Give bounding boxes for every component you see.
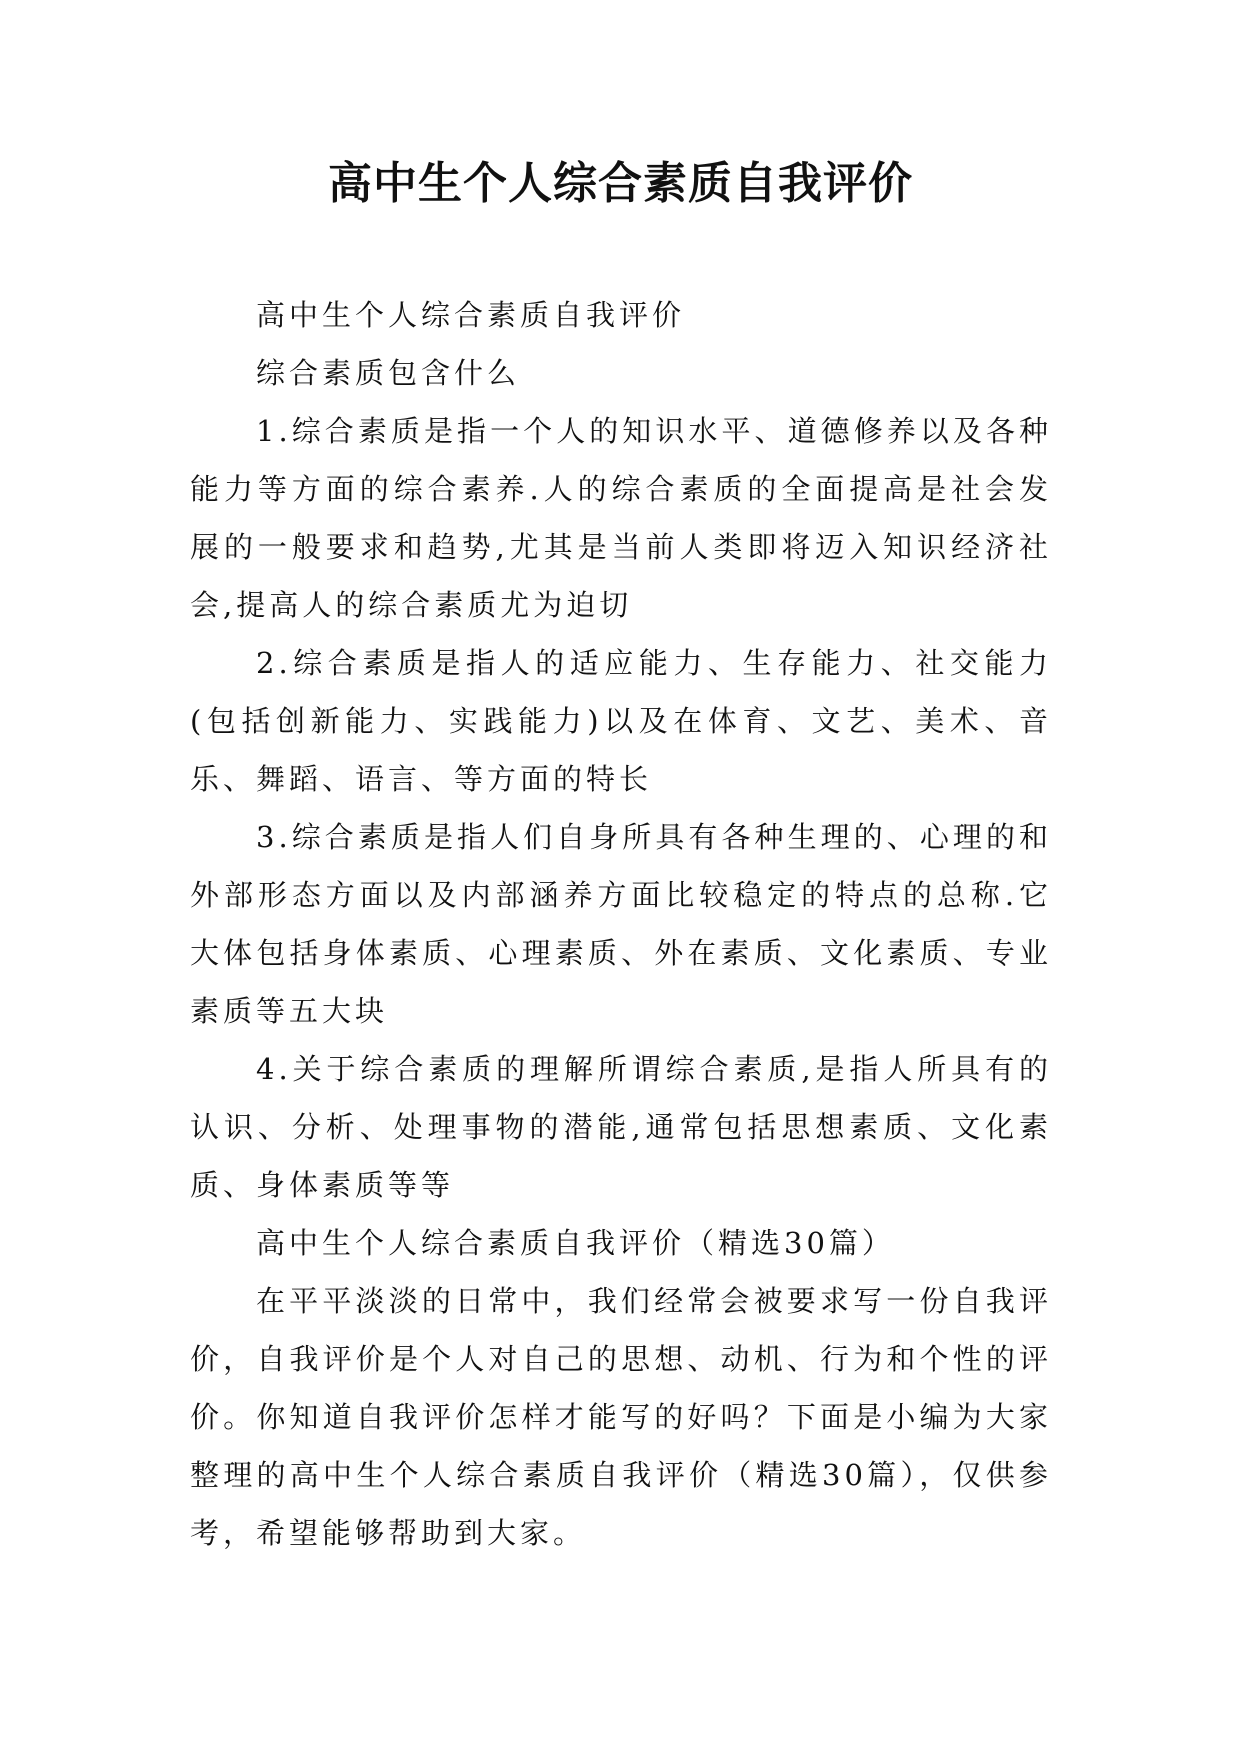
paragraph-subtitle: 高中生个人综合素质自我评价（精选30篇）	[256, 1226, 895, 1260]
paragraph-heading-repeat: 高中生个人综合素质自我评价	[256, 298, 686, 332]
paragraph-point-4: 4.关于综合素质的理解所谓综合素质,是指人所具有的认识、分析、处理事物的潜能,通常包括思想素质、文化素质、身体素质等等	[190, 1052, 1052, 1202]
paragraph-point-2: 2.综合素质是指人的适应能力、生存能力、社交能力(包括创新能力、实践能力)以及在体育、文艺、美术、音乐、舞蹈、语言、等方面的特长	[190, 646, 1052, 796]
document-title: 高中生个人综合素质自我评价	[328, 158, 913, 209]
paragraph-section-heading: 综合素质包含什么	[256, 356, 521, 390]
paragraph-point-3: 3.综合素质是指人们自身所具有各种生理的、心理的和外部形态方面以及内部涵养方面比较稳定的特点的总称.它大体包括身体素质、心理素质、外在素质、文化素质、专业素质等五大块	[190, 820, 1052, 1028]
paragraph-intro: 在平平淡淡的日常中，我们经常会被要求写一份自我评价，自我评价是个人对自己的思想、动机、行为和个性的评价。你知道自我评价怎样才能写的好吗？下面是小编为大家整理的高中生个人综合素质自我评价（精选30篇），仅供参考，希望能够帮助到大家。	[190, 1284, 1052, 1550]
document-body	[190, 286, 1052, 1562]
paragraph-point-1: 1.综合素质是指一个人的知识水平、道德修养以及各种能力等方面的综合素养.人的综合素质的全面提高是社会发展的一般要求和趋势,尤其是当前人类即将迈入知识经济社会,提高人的综合素质尤为迫切	[190, 414, 1052, 622]
